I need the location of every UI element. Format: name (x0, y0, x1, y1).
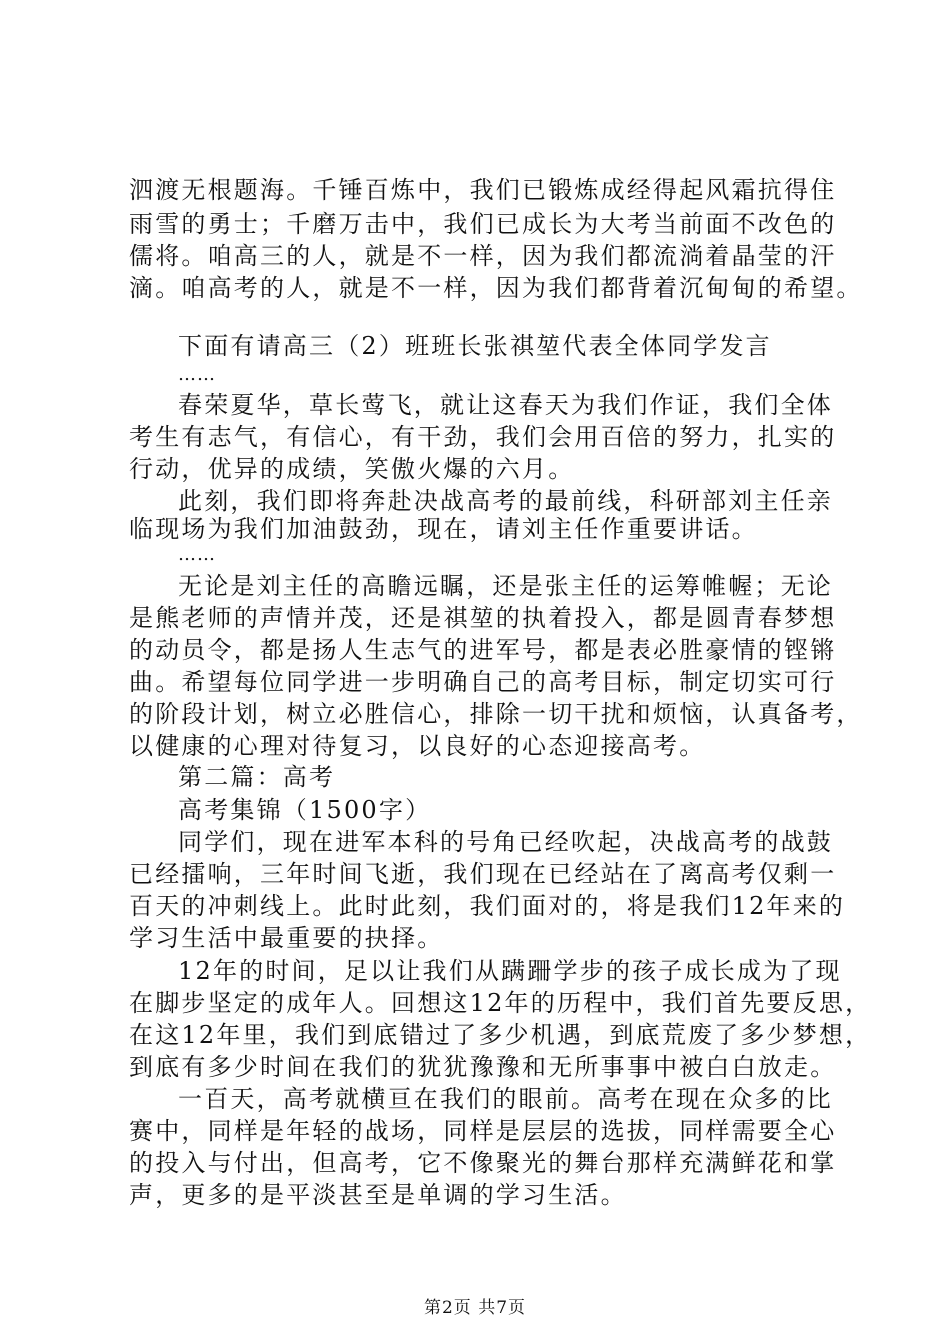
text-line: 行动，优异的成绩，笑傲火爆的六月。 (129, 455, 575, 483)
text-line: 儒将。咱高三的人，就是不一样，因为我们都流淌着晶莹的汗 (129, 242, 837, 270)
text-line: 下面有请高三（2）班班长张祺堃代表全体同学发言 (178, 332, 772, 360)
text-line: 雨雪的勇士；千磨万击中，我们已成长为大考当前面不改色的 (129, 210, 837, 238)
text-line: 泗渡无根题海。千锤百炼中，我们已锻炼成经得起风霜抗得住 (129, 176, 837, 204)
paragraph-start: 一百天，高考就横亘在我们的眼前。高考在现在众多的比 (178, 1085, 833, 1113)
text-line: 的阶段计划，树立必胜信心，排除一切干扰和烦恼，认真备考， (129, 700, 863, 728)
text-line: 考生有志气，有信心，有干劲，我们会用百倍的努力，扎实的 (129, 423, 837, 451)
page-number-footer: 第2页 共7页 (423, 1298, 527, 1318)
text-line: 曲。希望每位同学进一步明确自己的高考目标，制定切实可行 (129, 668, 837, 696)
text-line: 声，更多的是平淡甚至是单调的学习生活。 (129, 1181, 627, 1209)
paragraph-start: 12年的时间，足以让我们从蹒跚学步的孩子成长成为了现 (178, 957, 842, 985)
text-line: 以健康的心理对待复习，以良好的心态迎接高考。 (129, 732, 706, 760)
paragraph-start: 此刻，我们即将奔赴决战高考的最前线，科研部刘主任亲 (178, 487, 833, 515)
paragraph-start: 同学们，现在进军本科的号角已经吹起，决战高考的战鼓 (178, 828, 833, 856)
ellipsis: …… (178, 364, 216, 385)
text-line: 的投入与付出，但高考，它不像聚光的舞台那样充满鲜花和掌 (129, 1149, 837, 1177)
text-line: 已经擂响，三年时间飞逝，我们现在已经站在了离高考仅剩一 (129, 860, 837, 888)
article-title: 高考集锦（1500字） (178, 796, 432, 824)
ellipsis: …… (178, 544, 216, 565)
paragraph-start: 无论是刘主任的高瞻远瞩，还是张主任的运筹帷幄；无论 (178, 572, 833, 600)
text-line: 滴。咱高考的人，就是不一样，因为我们都背着沉甸甸的希望。 (129, 274, 863, 302)
text-line: 到底有多少时间在我们的犹犹豫豫和无所事事中被白白放走。 (129, 1053, 837, 1081)
paragraph-start: 春荣夏华，草长莺飞，就让这春天为我们作证，我们全体 (178, 391, 833, 419)
text-line: 在脚步坚定的成年人。回想这12年的历程中，我们首先要反思， (129, 989, 872, 1017)
text-line: 学习生活中最重要的抉择。 (129, 924, 444, 952)
section-heading: 第二篇：高考 (178, 763, 336, 791)
text-line: 是熊老师的声情并茂，还是祺堃的执着投入，都是圆青春梦想 (129, 604, 837, 632)
text-line: 临现场为我们加油鼓劲，现在，请刘主任作重要讲话。 (129, 515, 758, 543)
text-line: 赛中，同样是年轻的战场，同样是层层的选拔，同样需要全心 (129, 1117, 837, 1145)
text-line: 的动员令，都是扬人生志气的进军号，都是表必胜豪情的铿锵 (129, 636, 837, 664)
text-line: 百天的冲刺线上。此时此刻，我们面对的，将是我们12年来的 (129, 892, 846, 920)
text-line: 在这12年里，我们到底错过了多少机遇，到底荒废了多少梦想， (129, 1021, 872, 1049)
